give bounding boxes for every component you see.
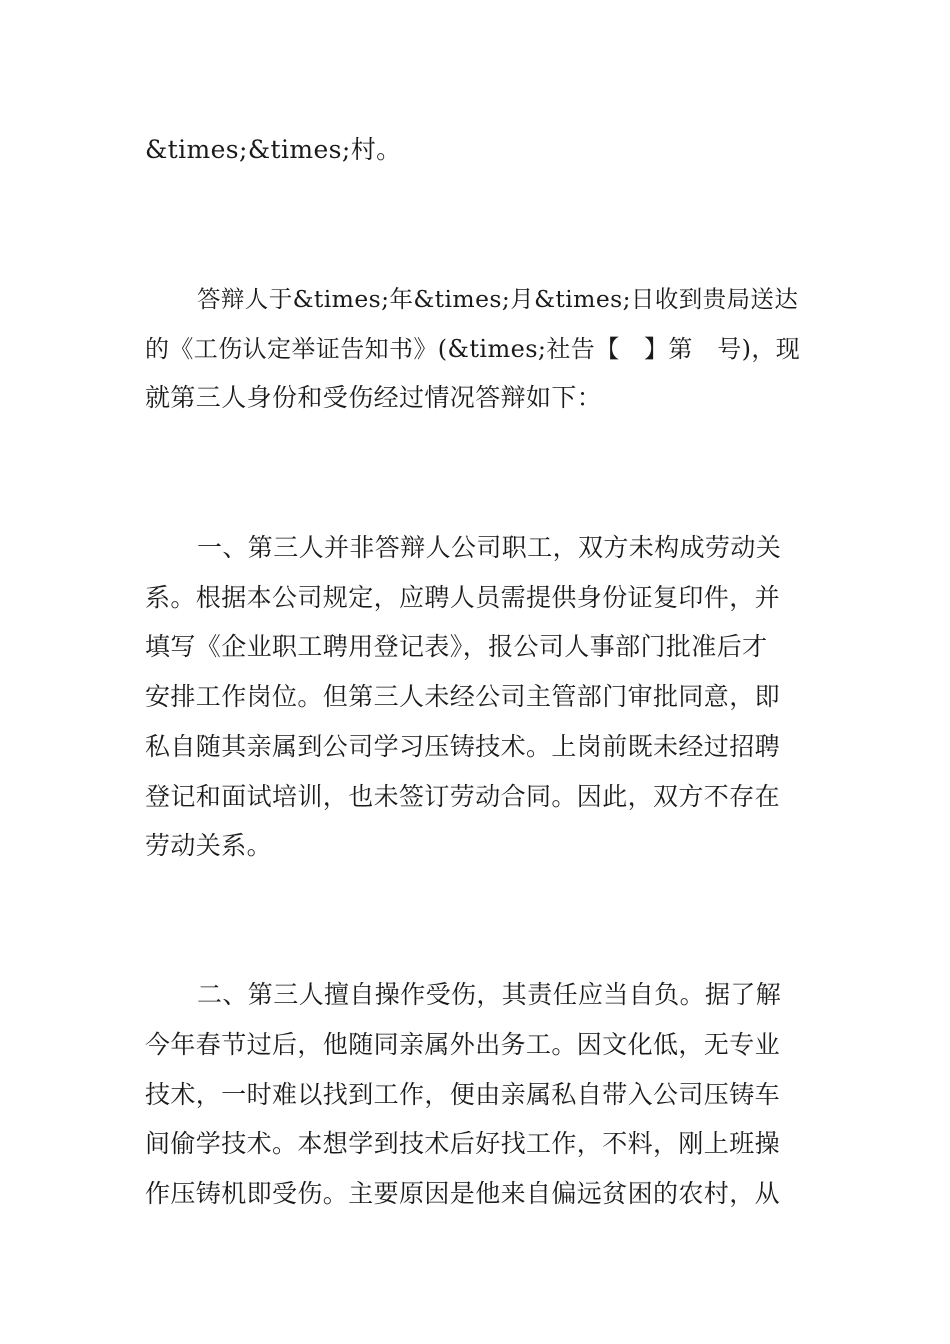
paragraph-2-line-1: 一、第三人并非答辩人公司职工，双方未构成劳动关 <box>197 533 782 562</box>
paragraph-2-line-3: 填写《企业职工聘用登记表》，报公司人事部门批准后才 <box>145 632 768 661</box>
paragraph-0-line-1: &times;&times;村。 <box>145 135 402 164</box>
paragraph-1-line-2: 的《工伤认定举证告知书》(&times;社告【 】第 号)，现 <box>145 335 801 363</box>
paragraph-2-line-6: 登记和面试培训，也未签订劳动合同。因此，双方不存在 <box>145 782 781 811</box>
paragraph-3-line-5: 作压铸机即受伤。主要原因是他来自偏远贫困的农村，从 <box>145 1179 781 1208</box>
paragraph-2-line-7: 劳动关系。 <box>145 831 273 860</box>
paragraph-3-line-2: 今年春节过后，他随同亲属外出务工。因文化低，无专业 <box>145 1030 781 1059</box>
paragraph-2-line-4: 安排工作岗位。但第三人未经公司主管部门审批同意，即 <box>145 682 781 711</box>
paragraph-1-line-3: 就第三人身份和受伤经过情况答辩如下： <box>145 383 603 412</box>
paragraph-3-line-3: 技术，一时难以找到工作，便由亲属私自带入公司压铸车 <box>145 1080 781 1109</box>
paragraph-3-line-4: 间偷学技术。本想学到技术后好找工作，不料，刚上班操 <box>145 1129 781 1158</box>
paragraph-1-line-1: 答辩人于&times;年&times;月&times;日收到贵局送达 <box>197 285 799 313</box>
paragraph-2-line-2: 系。根据本公司规定，应聘人员需提供身份证复印件，并 <box>145 583 781 612</box>
paragraph-3-line-1: 二、第三人擅自操作受伤，其责任应当自负。据了解 <box>197 980 782 1009</box>
paragraph-2-line-5: 私自随其亲属到公司学习压铸技术。上岗前既未经过招聘 <box>145 732 781 761</box>
